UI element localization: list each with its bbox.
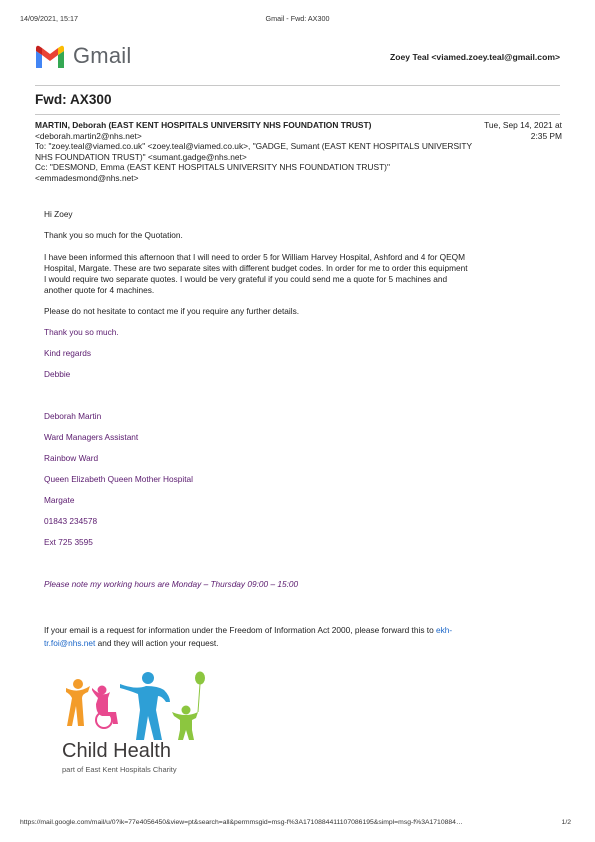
account-email: Zoey Teal <viamed.zoey.teal@gmail.com>: [390, 52, 560, 62]
signature-phone: 01843 234578: [44, 516, 98, 526]
signature-extension: Ext 725 3595: [44, 537, 93, 547]
paragraph-line: I would require two separate quotes. I would be very grateful if you could send me a quote for 5 machines and: [44, 274, 448, 284]
charity-subtitle: part of East Kent Hospitals Charity: [62, 765, 177, 774]
signature-role: Ward Managers Assistant: [44, 432, 139, 442]
print-page-title: Gmail - Fwd: AX300: [265, 14, 330, 23]
gmail-wordmark: Gmail: [73, 43, 132, 68]
thanks-quotation: Thank you so much for the Quotation.: [44, 230, 183, 240]
foi-notice-cont: [44, 638, 544, 649]
email-subject: Fwd: AX300: [35, 92, 112, 107]
thank-you-line: Thank you so much.: [44, 327, 119, 337]
gmail-m-icon: [34, 44, 66, 70]
message-date: Tue, Sep 14, 2021 at: [484, 120, 562, 130]
sender-name: MARTIN, Deborah (EAST KENT HOSPITALS UNIVERSITY NHS FOUNDATION TRUST): [35, 120, 372, 130]
recipients-to: To: "zoey.teal@viamed.co.uk" <zoey.teal@viamed.co.uk>, "GADGE, Sumant (EAST KENT HOSPITALS UNIVERSITY: [35, 141, 473, 152]
signature-hospital: Queen Elizabeth Queen Mother Hospital: [44, 474, 193, 484]
message-time: 2:35 PM: [530, 130, 562, 141]
regards-line: Kind regards: [44, 348, 92, 358]
foi-notice: [44, 625, 564, 636]
recipients-cc-cont: <emmadesmond@nhs.net>: [35, 173, 139, 183]
sender-email: <deborah.martin2@nhs.net>: [35, 130, 142, 141]
print-datetime: 14/09/2021, 15:17: [20, 14, 78, 23]
print-url: https://mail.google.com/mail/u/0?ik=77e4056450&view=pt&search=all&permmsgid=msg-f%3A1710884411107086195&simpl=msg-f%3A1710884…: [20, 819, 463, 826]
signature-ward: Rainbow Ward: [44, 453, 99, 463]
header-divider: [35, 85, 560, 86]
charity-title: Child Health: [62, 740, 171, 762]
recipients-cc: Cc: "DESMOND, Emma (EAST KENT HOSPITALS UNIVERSITY NHS FOUNDATION TRUST)": [35, 162, 390, 173]
sender-first-name: Debbie: [44, 369, 71, 379]
paragraph-line: I have been informed this afternoon that I will need to order 5 for William Harvey Hospital, Ashford and 4 for QEQM: [44, 252, 466, 262]
foi-email-link[interactable]: ekh-: [436, 625, 453, 635]
child-health-logo: [58, 668, 208, 780]
paragraph-line: another quote for 4 machines.: [44, 285, 155, 295]
signature-town: Margate: [44, 495, 75, 505]
paragraph-line: Hospital, Margate. These are two separate sites with different budget codes. In order for me to order this equipment: [44, 263, 468, 273]
page-number: 1/2: [561, 819, 571, 826]
greeting: Hi Zoey: [44, 209, 73, 219]
contact-note: Please do not hesitate to contact me if you require any further details.: [44, 306, 300, 316]
working-hours-note: Please note my working hours are Monday – Thursday 09:00 – 15:00: [44, 579, 299, 589]
foi-text-end: and they will action your request.: [95, 638, 219, 648]
signature-name: Deborah Martin: [44, 411, 102, 421]
foi-email-link-cont[interactable]: tr.foi@nhs.net: [44, 638, 96, 648]
foi-text: If your email is a request for information under the Freedom of Information Act 2000, please forward this to: [44, 625, 436, 635]
recipients-to-cont: NHS FOUNDATION TRUST)" <sumant.gadge@nhs.net>: [35, 151, 247, 162]
subject-divider: [35, 114, 560, 115]
